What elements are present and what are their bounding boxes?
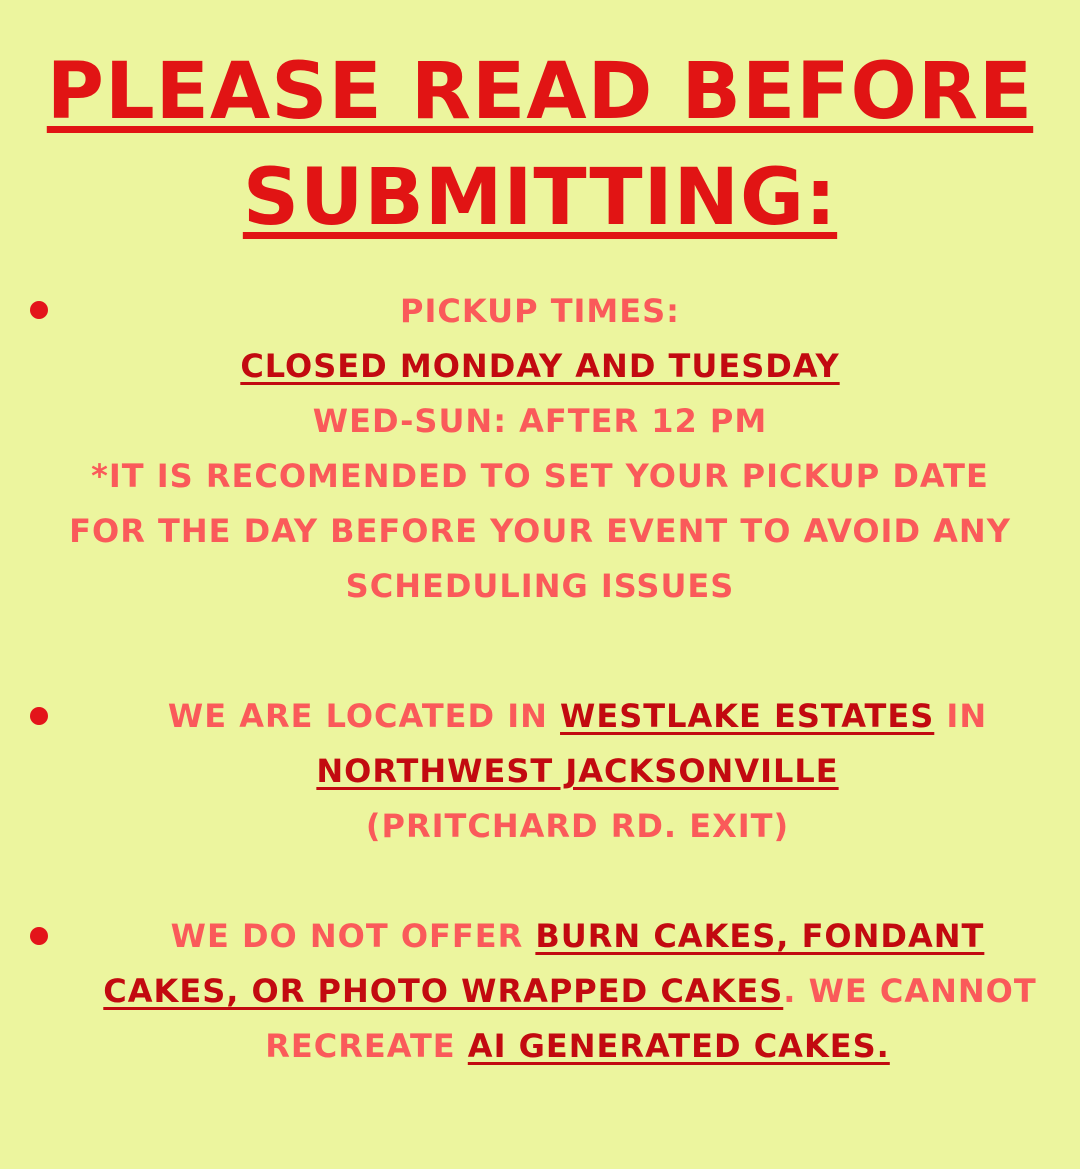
policy-line-2 — [60, 964, 1080, 1019]
policy-ai: AI GENERATED CAKES. — [467, 1027, 890, 1065]
pickup-note-line-1: *IT IS RECOMENDED TO SET YOUR PICKUP DATE — [91, 457, 989, 495]
policy-recreate: RECREATE — [265, 1027, 468, 1065]
bullet-icon — [30, 707, 48, 725]
page-title-line-2: SUBMITTING: — [242, 153, 838, 243]
policy-line-1 — [75, 909, 1080, 964]
pickup-hours: WED-SUN: AFTER 12 PM — [312, 402, 768, 440]
bullet-icon — [30, 927, 48, 945]
location-area: NORTHWEST JACKSONVILLE — [316, 752, 839, 790]
pickup-label: PICKUP TIMES: — [400, 292, 680, 330]
pickup-closed-days — [0, 339, 1080, 394]
policy-prefix: WE DO NOT OFFER — [170, 917, 536, 955]
location-prefix: WE ARE LOCATED IN — [167, 697, 561, 735]
policy-sentence-2: . WE CANNOT — [783, 972, 1037, 1010]
location-line-2 — [75, 744, 1080, 799]
closed-days-text: CLOSED MONDAY AND TUESDAY — [240, 347, 840, 385]
location-mid: IN — [934, 697, 988, 735]
policy-items-1: BURN CAKES, FONDANT — [535, 917, 985, 955]
page-title-line-1: PLEASE READ BEFORE — [46, 47, 1034, 137]
location-estates: WESTLAKE ESTATES — [560, 697, 935, 735]
location-exit: (PRITCHARD RD. EXIT) — [365, 807, 790, 845]
policy-items-2: CAKES, OR PHOTO WRAPPED CAKES — [103, 972, 784, 1010]
pickup-note-line-3: SCHEDULING ISSUES — [345, 567, 735, 605]
policy-line-3 — [75, 1019, 1080, 1074]
pickup-note-line-2: FOR THE DAY BEFORE YOUR EVENT TO AVOID ANY — [69, 512, 1011, 550]
location-line-1 — [75, 689, 1080, 744]
